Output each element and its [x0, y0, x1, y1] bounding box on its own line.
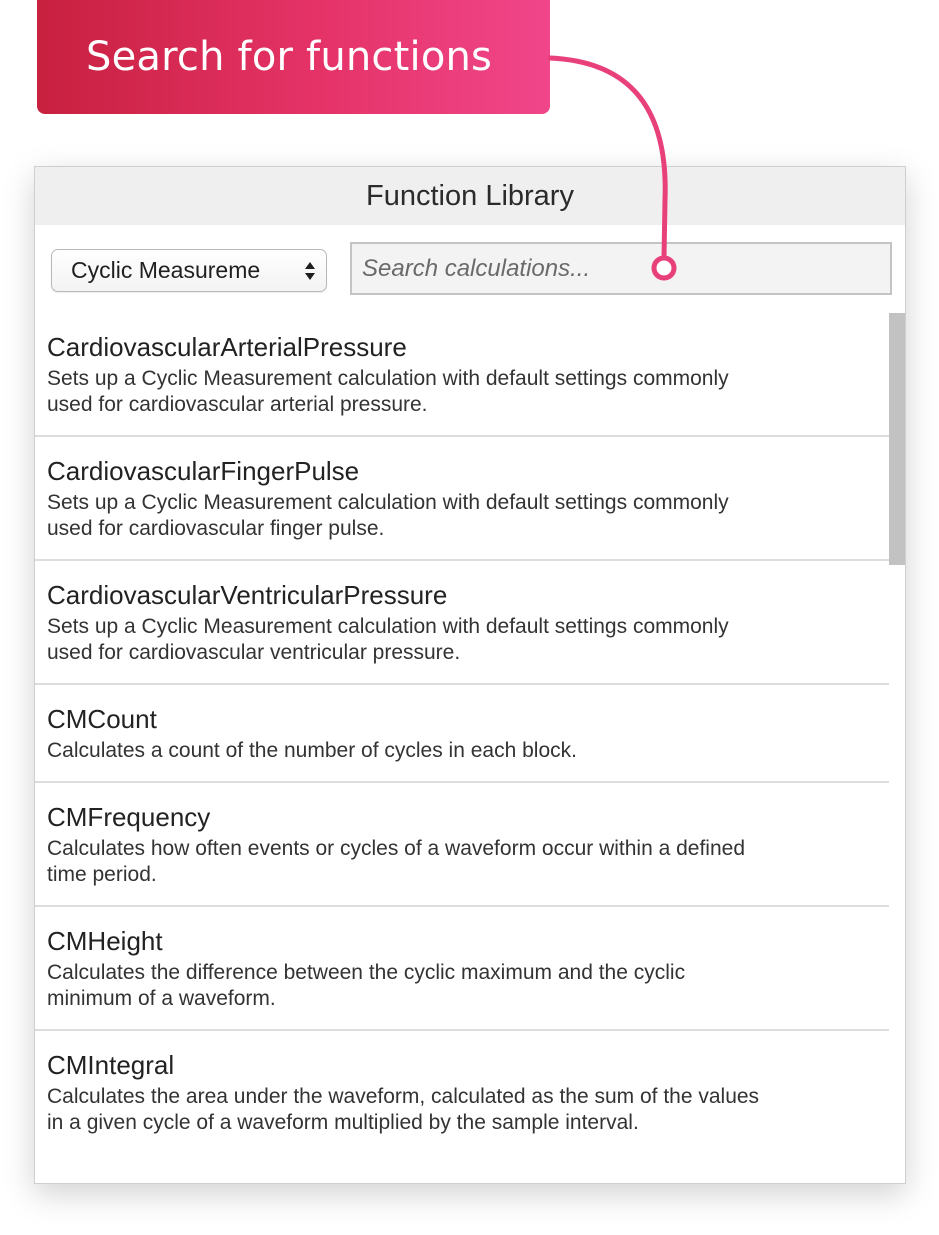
- list-item[interactable]: [35, 437, 890, 561]
- list-item[interactable]: [35, 313, 890, 437]
- function-description: Calculates a count of the number of cycles in each block.: [47, 739, 577, 762]
- function-description: Calculates the difference between the cyclic maximum and the cyclic minimum of a waveform.: [47, 961, 686, 1010]
- panel-title: Function Library: [35, 167, 905, 225]
- category-select[interactable]: [51, 249, 327, 292]
- function-name: CardiovascularVentricularPressure: [47, 580, 448, 610]
- function-list: [35, 313, 890, 1184]
- list-item[interactable]: [35, 907, 890, 1031]
- function-name: CMCount: [47, 704, 157, 734]
- function-description: Calculates how often events or cycles of a waveform occur within a defined time period.: [47, 837, 746, 886]
- function-name: CardiovascularFingerPulse: [47, 456, 360, 486]
- function-name: CMHeight: [47, 926, 163, 956]
- function-library-panel: [34, 166, 906, 1184]
- controls-bar: [35, 225, 905, 313]
- function-name: CardiovascularArterialPressure: [47, 332, 407, 362]
- up-down-stepper-icon: [304, 261, 316, 281]
- callout-banner: [37, 0, 550, 114]
- list-item[interactable]: [35, 1031, 890, 1184]
- list-item[interactable]: [35, 783, 890, 907]
- list-item[interactable]: [35, 685, 890, 783]
- function-description: Sets up a Cyclic Measurement calculation with default settings commonly used for cardiovascular finger pulse.: [47, 491, 729, 540]
- function-name: CMFrequency: [47, 802, 211, 832]
- function-description: Sets up a Cyclic Measurement calculation with default settings commonly used for cardiovascular arterial pressure.: [47, 367, 729, 416]
- callout-text: Search for functions: [86, 34, 493, 80]
- search-input[interactable]: [350, 242, 892, 295]
- list-item[interactable]: [35, 561, 890, 685]
- category-select-value: Cyclic Measureme: [71, 257, 261, 283]
- function-name: CMIntegral: [47, 1050, 175, 1080]
- function-description: Calculates the area under the waveform, calculated as the sum of the values in a given cycle of a waveform multiplied by the sample interval.: [47, 1085, 760, 1134]
- scrollbar-thumb[interactable]: [889, 313, 905, 565]
- function-description: Sets up a Cyclic Measurement calculation with default settings commonly used for cardiovascular ventricular pressure.: [47, 615, 729, 664]
